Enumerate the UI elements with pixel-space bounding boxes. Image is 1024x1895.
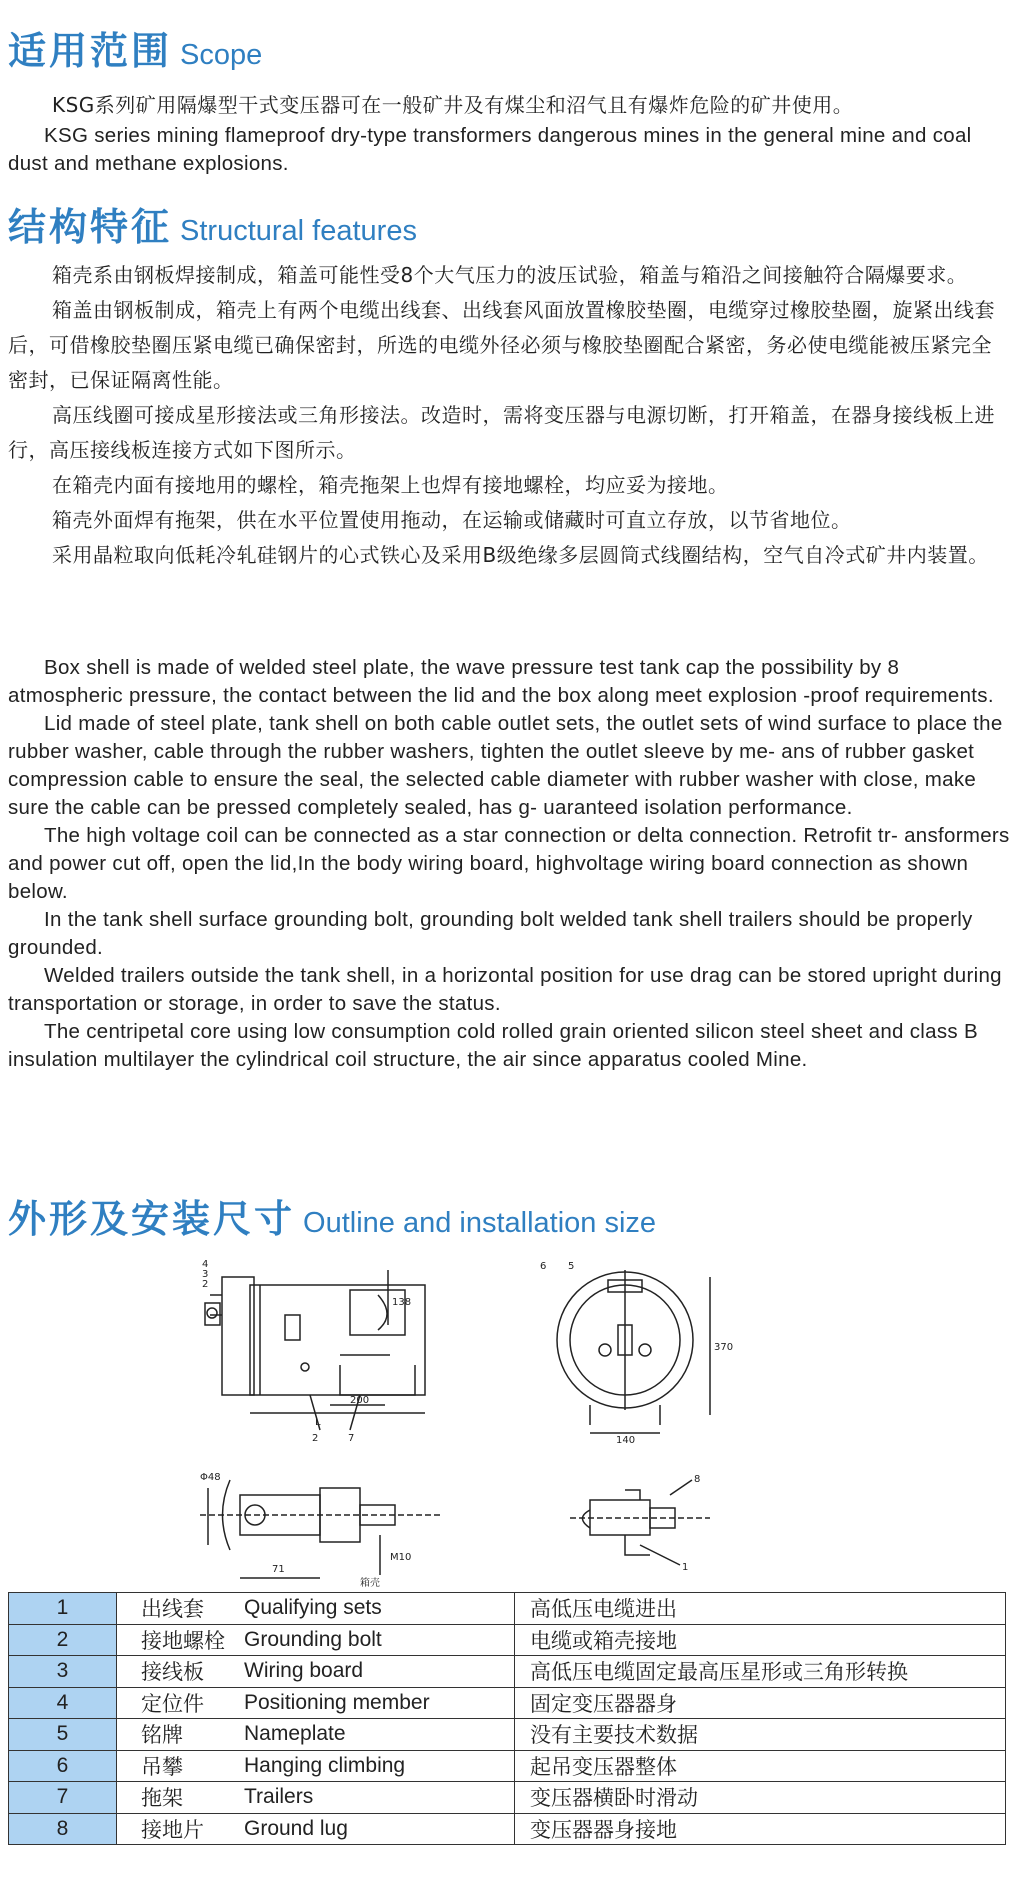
part-name-en: Grounding bolt bbox=[244, 1624, 515, 1656]
cable-outlet-drawing bbox=[200, 1460, 450, 1590]
features-en-paragraph: The high voltage coil can be connected as a star connection or delta connection. Retrofit tr- ansformers and power cut off, open the lid,In the body wiring board, highvoltage wiring board connection as shown below. bbox=[8, 824, 1010, 903]
part-name-en: Trailers bbox=[244, 1782, 515, 1814]
features-en-paragraph: The centripetal core using low consumption cold rolled grain oriented silicon steel sheet and class B insulation multilayer the cylindrical coil structure, the air since apparatus cooled Mine. bbox=[8, 1020, 978, 1071]
part-name-zh: 拖架 bbox=[117, 1782, 245, 1814]
features-zh-paragraph: 高压线圈可接成星形接法或三角形接法。改造时，需将变压器与电源切断，打开箱盖，在器身接线板上进行，高压接线板连接方式如下图所示。 bbox=[8, 403, 995, 462]
label-1: 1 bbox=[682, 1562, 689, 1573]
scope-title-zh: 适用范围 bbox=[8, 29, 173, 73]
part-number: 2 bbox=[9, 1624, 117, 1656]
scope-text-en-block bbox=[8, 122, 1010, 178]
scope-text-zh-block bbox=[8, 88, 1010, 123]
table-row bbox=[9, 1624, 1006, 1656]
features-en-paragraph: Welded trailers outside the tank shell, in a horizontal position for use drag can be stored upright during transportation or storage, in order to save the status. bbox=[8, 964, 1002, 1015]
dim-L: L bbox=[315, 1417, 321, 1428]
outline-title-en: Outline and installation size bbox=[303, 1207, 657, 1239]
part-number: 3 bbox=[9, 1656, 117, 1688]
features-en-block bbox=[8, 654, 1010, 1074]
scope-text-en: KSG series mining flameproof dry-type transformers dangerous mines in the general mine and coal dust and methane explosions. bbox=[8, 124, 972, 175]
features-en-paragraph: Box shell is made of welded steel plate, the wave pressure test tank cap the possibility by 8 atmospheric pressure, the contact between the lid and the box along meet explosion -proof requirements. bbox=[8, 656, 994, 707]
dim-48: Φ48 bbox=[200, 1472, 221, 1483]
box-label: 箱壳 bbox=[360, 1578, 380, 1589]
side-view-drawing bbox=[200, 1255, 440, 1445]
part-number: 1 bbox=[9, 1593, 117, 1625]
part-number: 7 bbox=[9, 1782, 117, 1814]
features-zh-paragraph: 箱壳系由钢板焊接制成，箱盖可能性受8个大气压力的波压试验，箱盖与箱沿之间接触符合隔爆要求。 bbox=[52, 263, 968, 287]
table-row bbox=[9, 1782, 1006, 1814]
part-function: 固定变压器器身 bbox=[515, 1687, 1006, 1719]
label-7: 7 bbox=[348, 1433, 355, 1444]
part-function: 变压器器身接地 bbox=[515, 1813, 1006, 1845]
features-en-paragraph: In the tank shell surface grounding bolt, grounding bolt welded tank shell trailers should be properly grounded. bbox=[8, 908, 973, 959]
part-name-en: Positioning member bbox=[244, 1687, 515, 1719]
part-function: 电缆或箱壳接地 bbox=[515, 1624, 1006, 1656]
part-function: 没有主要技术数据 bbox=[515, 1719, 1006, 1751]
features-zh-paragraph: 在箱壳内面有接地用的螺栓，箱壳拖架上也焊有接地螺栓，均应妥为接地。 bbox=[52, 473, 729, 497]
dim-138: 138 bbox=[392, 1297, 412, 1308]
features-title-zh: 结构特征 bbox=[8, 205, 173, 249]
part-name-zh: 接地螺栓 bbox=[117, 1624, 245, 1656]
table-row bbox=[9, 1719, 1006, 1751]
table-row bbox=[9, 1593, 1006, 1625]
part-number: 5 bbox=[9, 1719, 117, 1751]
part-name-zh: 定位件 bbox=[117, 1687, 245, 1719]
ground-lug-drawing bbox=[570, 1470, 720, 1580]
part-name-en: Wiring board bbox=[244, 1656, 515, 1688]
part-function: 起吊变压器整体 bbox=[515, 1750, 1006, 1782]
label-2b: 2 bbox=[312, 1433, 319, 1444]
part-name-zh: 出线套 bbox=[117, 1593, 245, 1625]
part-number: 8 bbox=[9, 1813, 117, 1845]
part-name-en: Hanging climbing bbox=[244, 1750, 515, 1782]
outline-title-zh: 外形及安装尺寸 bbox=[8, 1197, 296, 1241]
dim-m10: M10 bbox=[390, 1552, 412, 1563]
part-function: 高低压电缆固定最高压星形或三角形转换 bbox=[515, 1656, 1006, 1688]
label-8: 8 bbox=[694, 1474, 701, 1485]
table-row bbox=[9, 1813, 1006, 1845]
part-name-en: Qualifying sets bbox=[244, 1593, 515, 1625]
table-row bbox=[9, 1750, 1006, 1782]
part-name-zh: 吊攀 bbox=[117, 1750, 245, 1782]
part-function: 高低压电缆进出 bbox=[515, 1593, 1006, 1625]
features-zh-block bbox=[8, 258, 1010, 573]
label-6: 6 bbox=[540, 1261, 547, 1272]
features-en-paragraph: Lid made of steel plate, tank shell on both cable outlet sets, the outlet sets of wind surface to place the rubber washer, cable through the rubber washers, tighten the outlet sleeve by me- ans of rubber gasket compression cable to ensure the seal, the selected cable diameter with rubber washer with close, make sure the cable can be pressed completely sealed, has g- uaranteed isolation performance. bbox=[8, 712, 1003, 819]
parts-table bbox=[8, 1592, 1006, 1845]
label-2: 2 bbox=[202, 1279, 209, 1290]
part-number: 4 bbox=[9, 1687, 117, 1719]
dim-200: 200 bbox=[350, 1395, 370, 1406]
dim-370: 370 bbox=[714, 1342, 734, 1353]
table-row bbox=[9, 1656, 1006, 1688]
scope-heading bbox=[8, 20, 262, 75]
part-name-zh: 铭牌 bbox=[117, 1719, 245, 1751]
table-row bbox=[9, 1687, 1006, 1719]
part-name-en: Ground lug bbox=[244, 1813, 515, 1845]
features-zh-paragraph: 箱壳外面焊有拖架，供在水平位置使用拖动，在运输或储藏时可直立存放，以节省地位。 bbox=[52, 508, 852, 532]
dim-140: 140 bbox=[616, 1435, 636, 1445]
features-heading bbox=[8, 196, 417, 251]
features-zh-paragraph: 采用晶粒取向低耗冷轧硅钢片的心式铁心及采用B级绝缘多层圆筒式线圈结构，空气自冷式矿井内装置。 bbox=[52, 543, 989, 567]
label-5: 5 bbox=[568, 1261, 575, 1272]
label-4: 4 bbox=[202, 1259, 209, 1270]
top-view-drawing bbox=[530, 1255, 740, 1445]
dim-71: 71 bbox=[272, 1564, 285, 1575]
outline-heading bbox=[8, 1188, 656, 1243]
part-name-en: Nameplate bbox=[244, 1719, 515, 1751]
label-3: 3 bbox=[202, 1269, 209, 1280]
scope-text-zh: KSG系列矿用隔爆型干式变压器可在一般矿井及有煤尘和沼气且有爆炸危险的矿井使用。 bbox=[52, 93, 854, 117]
features-title-en: Structural features bbox=[180, 215, 417, 247]
scope-title-en: Scope bbox=[180, 39, 263, 71]
part-name-zh: 接线板 bbox=[117, 1656, 245, 1688]
part-function: 变压器横卧时滑动 bbox=[515, 1782, 1006, 1814]
parts-table-body bbox=[9, 1593, 1006, 1845]
part-number: 6 bbox=[9, 1750, 117, 1782]
features-zh-paragraph: 箱盖由钢板制成，箱壳上有两个电缆出线套、出线套风面放置橡胶垫圈，电缆穿过橡胶垫圈，旋紧出线套后，可借橡胶垫圈压紧电缆已确保密封，所选的电缆外径必须与橡胶垫圈配合紧密，务必使电缆能被压紧完全密封，已保证隔离性能。 bbox=[8, 298, 995, 392]
part-name-zh: 接地片 bbox=[117, 1813, 245, 1845]
